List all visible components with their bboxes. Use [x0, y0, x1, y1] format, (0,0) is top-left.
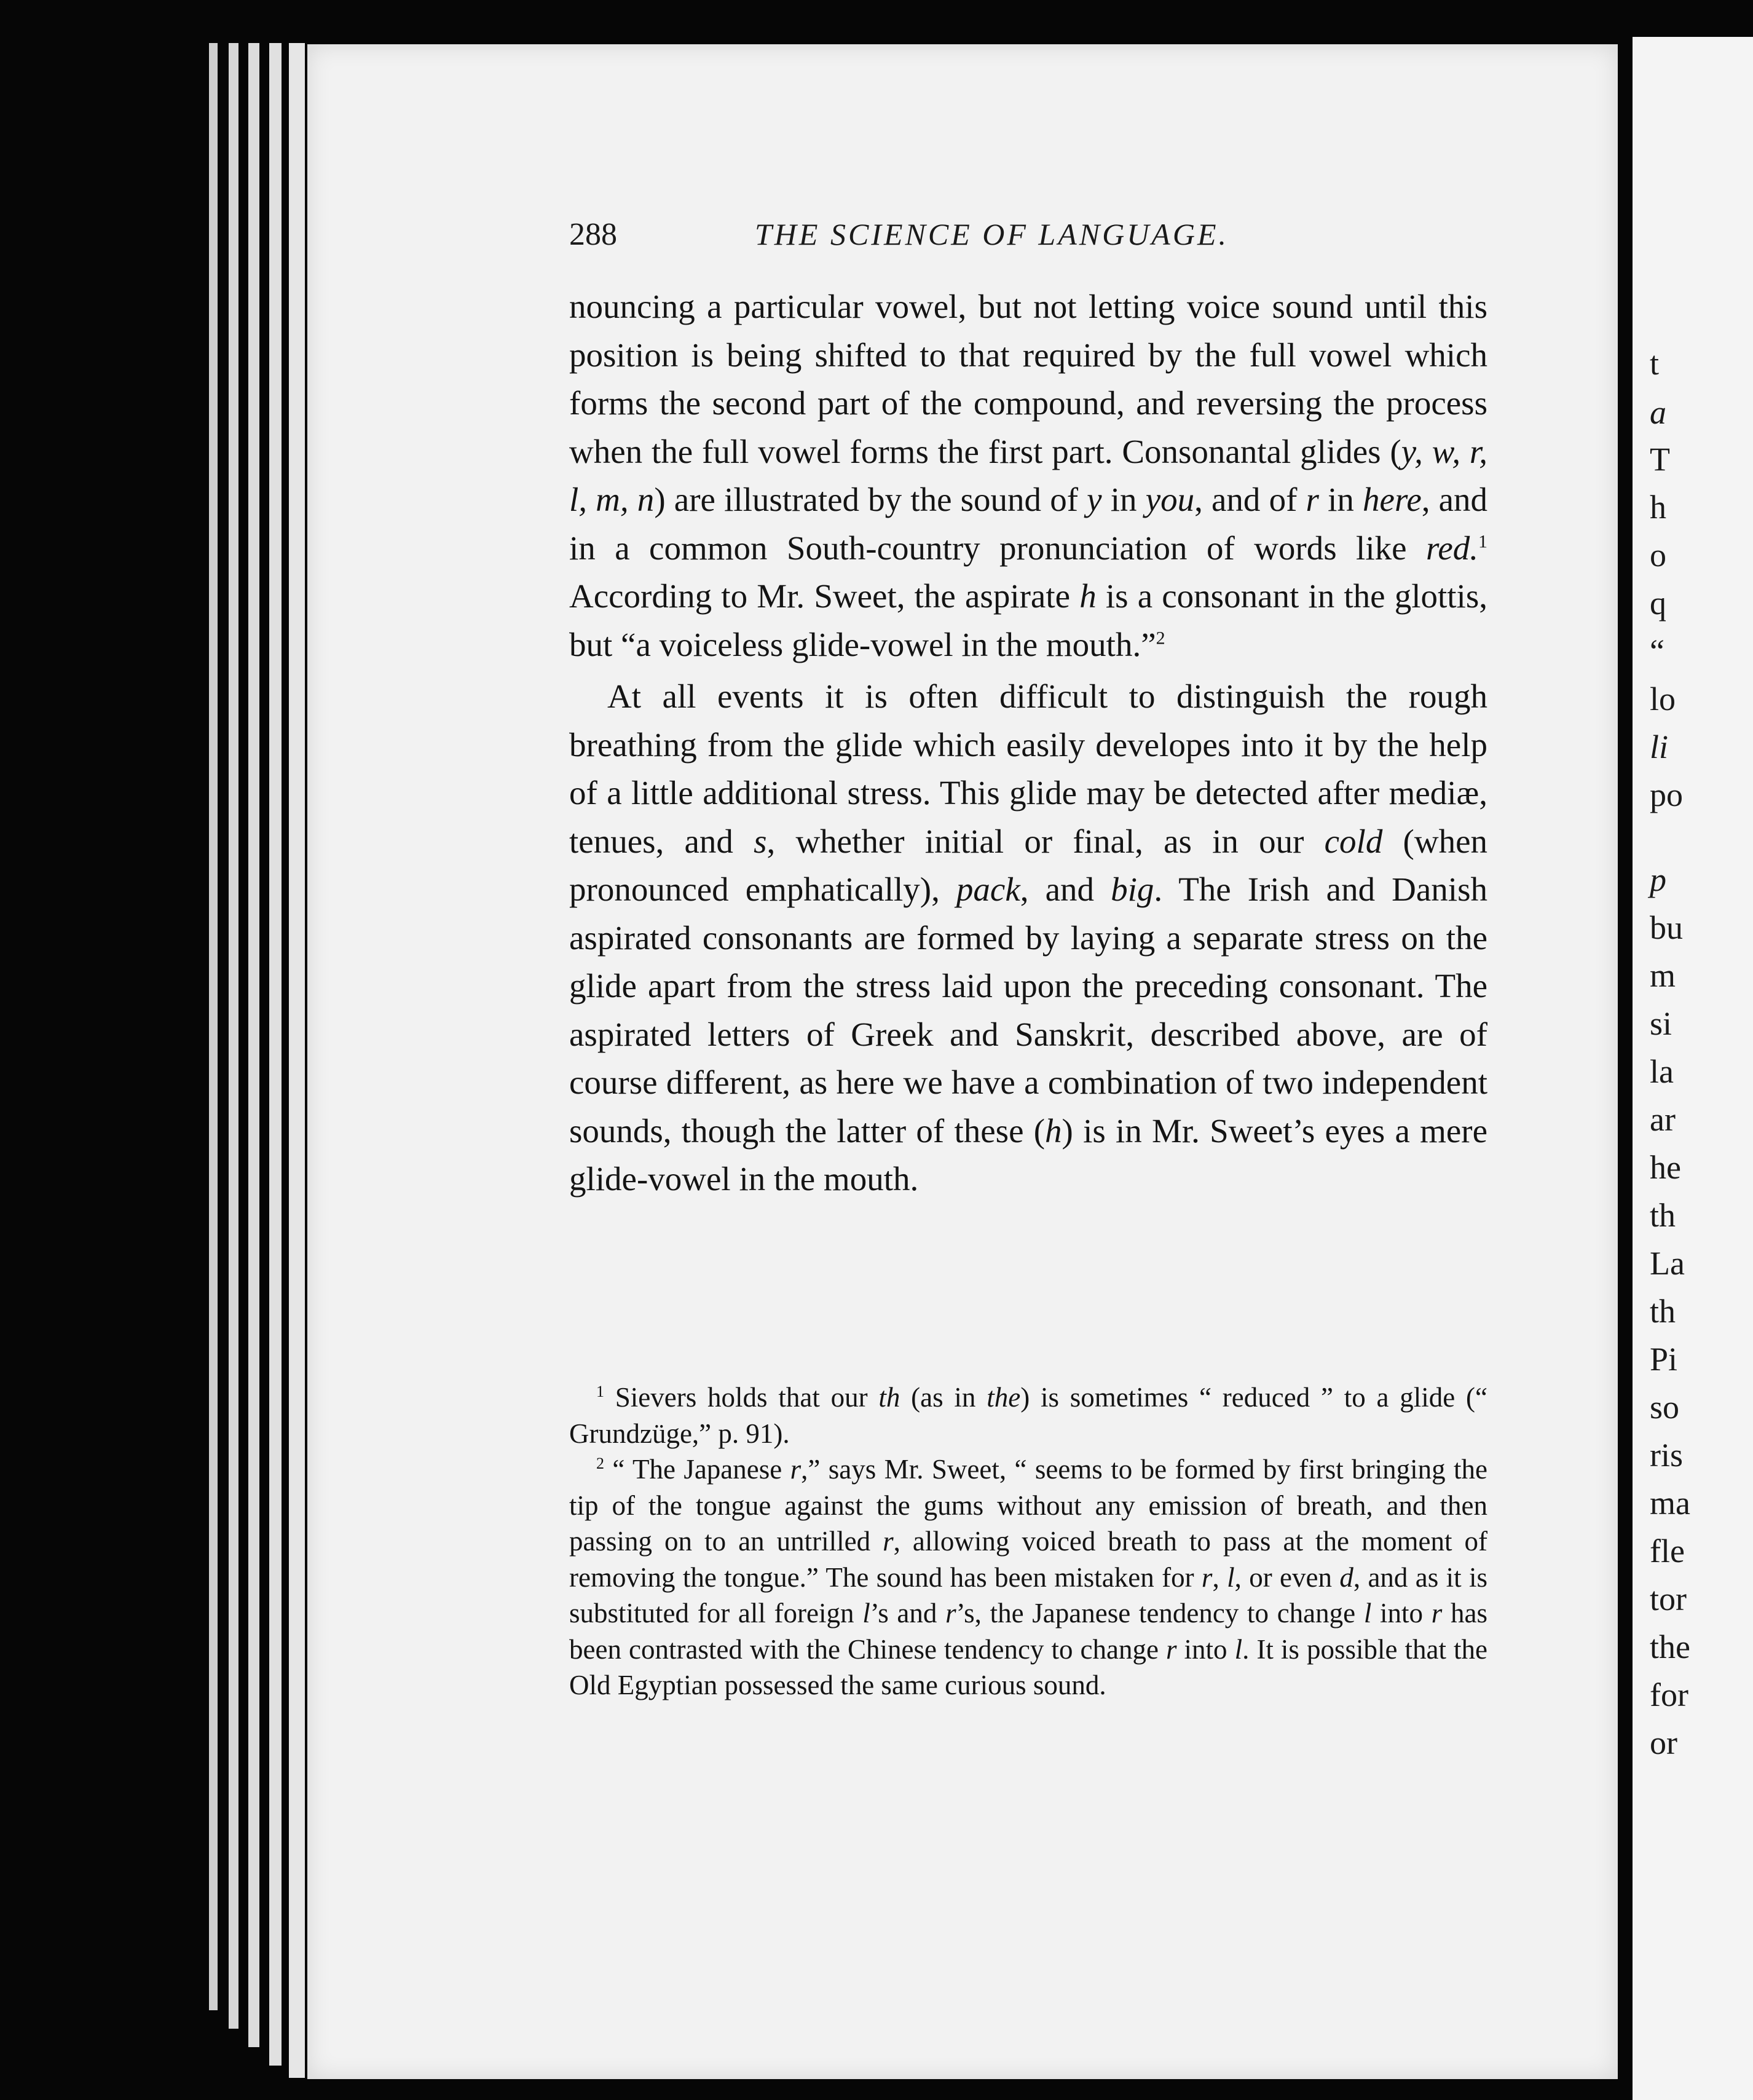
page-edge [229, 43, 238, 2029]
adjacent-page-fragment: fle [1650, 1533, 1685, 1569]
text-run: , or even [1234, 1561, 1340, 1593]
italic-run: r [1165, 1633, 1177, 1665]
adjacent-page-fragment: o [1650, 537, 1666, 574]
text-run: ,” says Mr. Sweet, “ seems to be formed by first bringing the tip of the tongue against the gums without any emission of breath, and then passing on to an untrilled [569, 1454, 1487, 1557]
adjacent-page-fragment: si [1650, 1005, 1672, 1042]
footnote-1 [569, 1380, 1487, 1451]
italic-run: r [1201, 1561, 1213, 1593]
adjacent-page-fragment: he [1650, 1149, 1681, 1186]
adjacent-page-fragment: ar [1650, 1101, 1676, 1138]
text-run: At all events it is often difficult to distinguish the rough breathing from the glide which easily developes into it by the help of a little additional stress. This glide may be detected after mediæ, tenues, and [569, 677, 1487, 860]
footnote-marker: 2 [596, 1455, 604, 1472]
italic-run: h [1045, 1111, 1062, 1150]
paragraph-2 [569, 673, 1487, 1204]
text-run: According to Mr. Sweet, the aspirate [569, 577, 1080, 615]
text-run: , allowing voiced breath to pass at the moment of removing the tongue.” The sound has been mistaken for [569, 1526, 1487, 1593]
footnotes [569, 1380, 1487, 1703]
adjacent-page-fragment: Pi [1650, 1341, 1678, 1378]
text-run: ) are illustrated by the sound of [654, 481, 1087, 518]
text-run: (as in [900, 1382, 987, 1413]
text-run: “ The Japanese [604, 1454, 790, 1485]
text-run: ) is in Mr. Sweet’s eyes a mere glide-vowel in the mouth. [569, 1111, 1487, 1198]
italic-run: you [1145, 481, 1195, 518]
text-run: into [1371, 1598, 1432, 1628]
italic-run: r [1306, 481, 1319, 518]
italic-run: big [1111, 870, 1154, 908]
italic-run: cold [1324, 822, 1383, 860]
running-title: THE SCIENCE OF LANGUAGE. [755, 217, 1229, 251]
italic-run: here [1363, 481, 1422, 518]
adjacent-page-fragment: h [1650, 489, 1666, 526]
adjacent-page-fragment: ris [1650, 1437, 1683, 1474]
italic-run: s [754, 822, 767, 860]
running-head [569, 216, 1307, 266]
italic-run: l [1363, 1598, 1372, 1628]
italic-run: r [883, 1526, 894, 1557]
text-run: ’s, the Japanese tendency to change [956, 1598, 1364, 1628]
italic-run: l [862, 1598, 870, 1628]
adjacent-page-fragment: th [1650, 1293, 1676, 1330]
body-text [569, 283, 1487, 1204]
italic-run: r [945, 1598, 956, 1628]
footnote-ref-2[interactable]: 2 [1156, 628, 1165, 649]
text-run: has been contrasted with the Chinese tendency to change [569, 1598, 1487, 1665]
adjacent-page-fragment: la [1650, 1053, 1674, 1090]
text-run: , [1212, 1561, 1227, 1593]
adjacent-page-fragment: tor [1650, 1581, 1687, 1617]
italic-run: d [1339, 1561, 1353, 1593]
paragraph-1 [569, 283, 1487, 669]
italic-run: pack [956, 870, 1020, 908]
italic-run: l [1227, 1561, 1235, 1593]
italic-run: the [987, 1382, 1021, 1413]
text-run: , and as it is substituted for all foreign [569, 1561, 1488, 1628]
adjacent-page-fragment: for [1650, 1676, 1688, 1713]
adjacent-page-fragment: p [1650, 861, 1666, 898]
page-edge [269, 43, 282, 2066]
footnote-2 [569, 1451, 1487, 1703]
italic-run: y, w, r, l, m, n [569, 432, 1487, 518]
italic-run: l [1234, 1633, 1243, 1665]
adjacent-page-fragment: m [1650, 957, 1676, 994]
text-run: ) is sometimes “ reduced ” to a glide (“ Grundzüge,” p. 91). [569, 1382, 1487, 1449]
adjacent-page-fragment: T [1650, 441, 1670, 478]
text-run: is a consonant in the glottis, but “a voiceless glide-vowel in the mouth.” [569, 577, 1487, 663]
text-run: , and [1020, 870, 1111, 908]
text-run: , whether initial or final, as in our [766, 822, 1325, 860]
text-run: nouncing a particular vowel, but not letting voice sound until this position is being shifted to that required by the full vowel which forms the second part of the compound, and reversing the process when the full vowel forms the first part. Consonantal glides ( [569, 288, 1487, 470]
page-number: 288 [569, 217, 617, 252]
page-edge [248, 43, 259, 2047]
adjacent-page [1633, 37, 1753, 2100]
page-edge [289, 43, 305, 2078]
text-run: (when pronounced emphatically), [569, 822, 1487, 908]
text-run: in [1101, 481, 1146, 518]
text-run: ’s and [870, 1598, 946, 1628]
adjacent-page-fragment: so [1650, 1389, 1680, 1426]
italic-run: r [790, 1454, 802, 1485]
page-edge [209, 43, 218, 2010]
adjacent-page-fragment: or [1650, 1724, 1677, 1761]
italic-run: h [1079, 577, 1097, 615]
text-run: . The Irish and Danish aspirated consonants are formed by laying a separate stress on the glide apart from the stress laid upon the preceding consonant. The aspirated letters of Greek and Sanskrit, described above, are of course different, as here we have a combination of two independent sounds, though the latter of these ( [569, 870, 1487, 1150]
footnote-ref-1[interactable]: 1 [1478, 531, 1487, 552]
italic-run: th [878, 1382, 900, 1413]
adjacent-page-fragment: the [1650, 1628, 1690, 1665]
adjacent-page-fragment: a [1650, 394, 1666, 431]
adjacent-page-fragment: li [1650, 728, 1669, 765]
italic-run: y [1087, 481, 1102, 518]
adjacent-page-fragment: ma [1650, 1485, 1690, 1522]
adjacent-page-fragment: t [1650, 345, 1660, 382]
italic-run: r [1431, 1598, 1443, 1628]
text-run: , and in a common South-country pronunciation of words like [569, 481, 1488, 567]
adjacent-page-fragment: lo [1650, 681, 1676, 717]
adjacent-page-fragment: bu [1650, 909, 1683, 946]
text-run: Sievers holds that our [604, 1382, 879, 1413]
adjacent-page-fragment: La [1650, 1245, 1685, 1282]
text-run: in [1318, 481, 1363, 518]
text-run: into [1176, 1633, 1235, 1665]
adjacent-page-fragment: q [1650, 585, 1666, 622]
footnote-marker: 1 [596, 1383, 604, 1400]
adjacent-page-fragment: po [1650, 776, 1683, 813]
text-run: . It is possible that the Old Egyptian possessed the same curious sound. [569, 1633, 1487, 1700]
text-run: , and of [1194, 481, 1306, 518]
adjacent-page-fragment: th [1650, 1197, 1676, 1234]
italic-run: red. [1425, 529, 1478, 567]
adjacent-page-fragment: “ [1650, 633, 1664, 669]
